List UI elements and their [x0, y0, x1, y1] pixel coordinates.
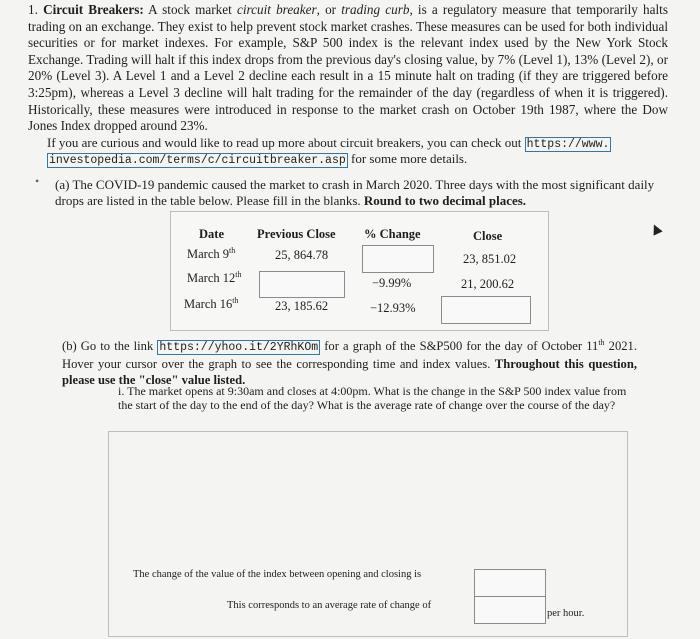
investopedia-link-part2[interactable]: investopedia.com/terms/c/circuitbreaker.asp: [49, 154, 346, 167]
answer-box: [108, 431, 628, 637]
part-b-bold-instruction: Throughout this question, please use the "close" value listed.: [62, 357, 637, 388]
row3-date: March 16th: [184, 296, 239, 312]
problem-number: 1.: [28, 2, 38, 17]
header-close: Close: [473, 229, 503, 243]
row2-previous-close-blank[interactable]: [259, 271, 345, 298]
header-date: Date: [199, 227, 224, 241]
part-b-text: (b) Go to the link https://yhoo.it/2YRhKOm for a graph of the S&P500 for the day of October 11th 2021. Hover your cursor over the graph to see the corresponding time and index values. Throughout this question, please use the "close" value listed.: [62, 338, 638, 388]
curious-paragraph: If you are curious and would like to read up more about circuit breakers, you can check out https://www.: [47, 135, 610, 151]
row2-close: 21, 200.62: [461, 277, 515, 291]
answer-rate-blank[interactable]: [474, 596, 546, 624]
covid-drop-table: [170, 211, 549, 331]
row1-date: March 9th: [187, 246, 236, 262]
answer-change-blank[interactable]: [474, 569, 546, 597]
row1-previous-close: 25, 864.78: [275, 248, 329, 262]
curious-paragraph-line2: investopedia.com/terms/c/circuitbreaker.asp for some more details.: [49, 151, 468, 167]
problem-intro: 1. Circuit Breakers: A stock market circuit breaker, or trading curb, is a regulatory measure that temporarily halts trading on an exchange. They exist to help prevent stock market crashes. These measures can be used for both individual securities or for market indexes. For example, S&P 500 index is the relevant index used by the New York Stock Exchange. Trading will halt if this index drops from the previous day's closing value, by 7% (Level 1), 13% (Level 2), or 20% (Level 3). A Level 1 and a Level 2 decline each result in a 15 minute halt on trading (if they are triggered before 3:25pm), whereas a Level 3 decline will halt trading for the remainder of the day (regardless of when it is triggered). Historically, these measures were introduced in response to the market crash on October 19th 1987, where the Dow Jones Index dropped around 23%.: [28, 2, 668, 134]
answer-change-label: The change of the value of the index between opening and closing is: [133, 569, 422, 580]
part-a-text: (a) The COVID-19 pandemic caused the market to crash in March 2020. Three days with the most significant daily drops are listed in the table below. Please fill in the blanks. Round to two decimal places.: [55, 177, 655, 208]
row3-close-blank[interactable]: [441, 296, 531, 324]
row2-date: March 12th: [187, 270, 242, 286]
row1-close: 23, 851.02: [463, 252, 517, 266]
answer-rate-label: This corresponds to an average rate of change of: [227, 600, 432, 611]
part-b-i-text: i. The market opens at 9:30am and closes at 4:00pm. What is the change in the S&P 500 index value from the start of the day to the end of the day? What is the average rate of change over the course of the day?: [118, 384, 627, 412]
yahoo-graph-link[interactable]: https://yhoo.it/2YRhKOm: [159, 341, 319, 355]
row3-change: −12.93%: [370, 301, 416, 315]
row2-change: −9.99%: [372, 276, 412, 290]
answer-unit: per hour.: [547, 608, 585, 619]
investopedia-link-part1[interactable]: https://www.: [526, 138, 610, 151]
row1-change-blank[interactable]: [362, 245, 434, 273]
header-previous-close: Previous Close: [257, 227, 336, 241]
row3-previous-close: 23, 185.62: [275, 299, 329, 313]
header-percent-change: % Change: [364, 227, 421, 241]
bullet-dot-icon: •: [35, 174, 40, 188]
problem-title: Circuit Breakers:: [43, 2, 144, 17]
cursor-arrow-icon: [649, 222, 662, 235]
part-a-bold-instruction: Round to two decimal places.: [363, 193, 527, 208]
